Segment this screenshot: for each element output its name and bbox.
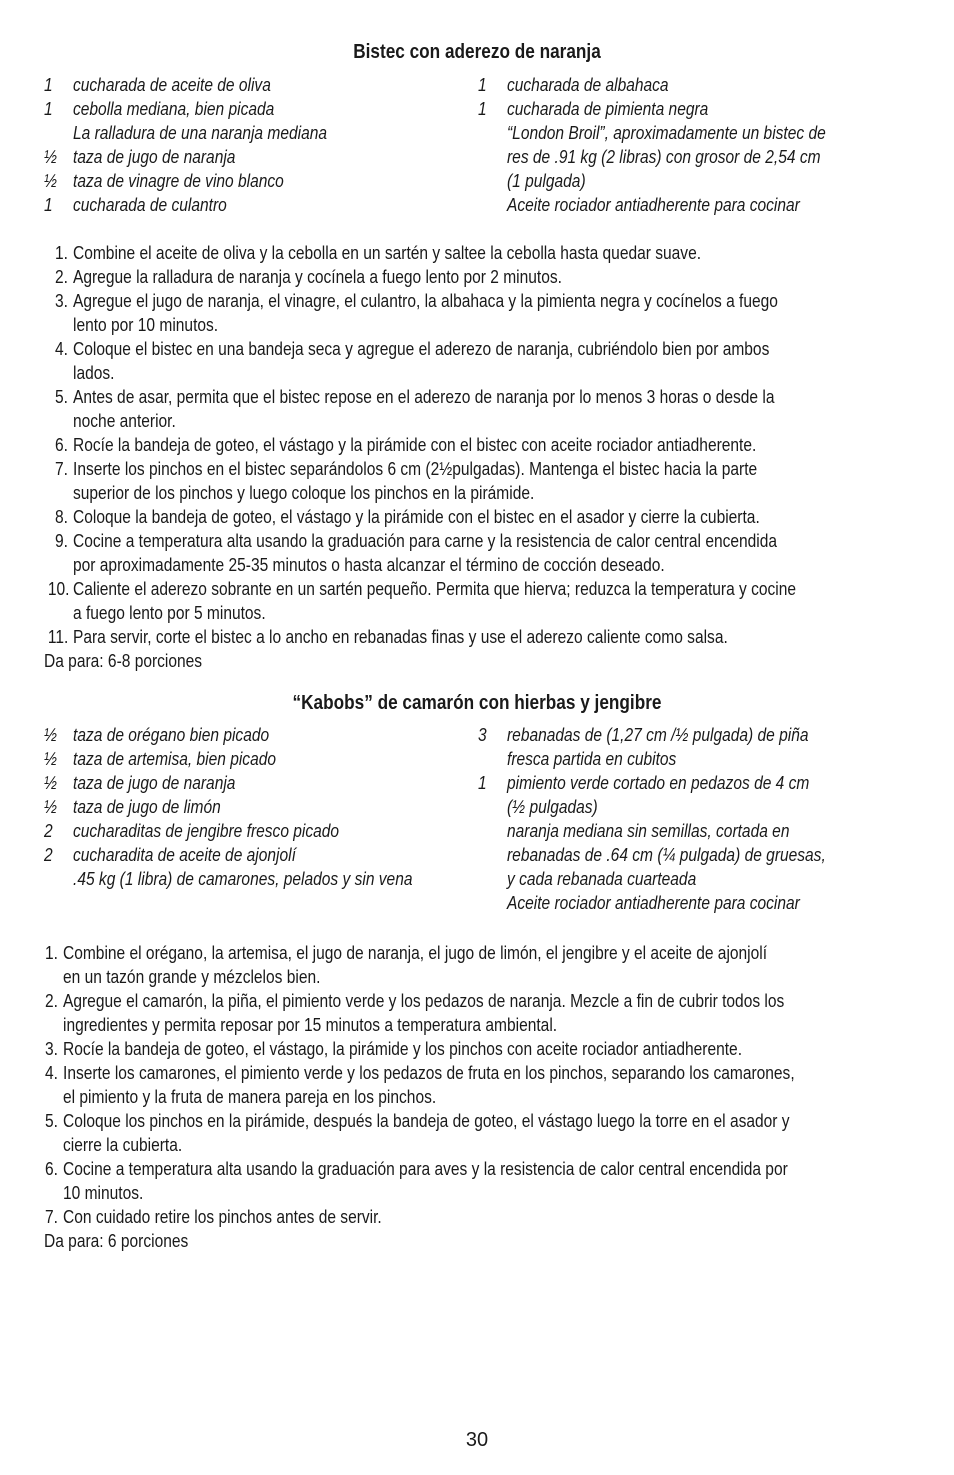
recipe1-step-text: Agregue el jugo de naranja, el vinagre, el culantro, la albahaca y la pimienta negra y cocínelos a fuego — [73, 290, 778, 311]
recipe1-ingredient-left-qty: 1 — [44, 98, 53, 119]
recipe1-step-number: 11. — [47, 626, 69, 647]
recipe1-ingredient-right-qty: 1 — [478, 74, 487, 95]
recipe2-ingredient-right-item: naranja mediana sin semillas, cortada en — [507, 820, 790, 841]
recipe1-step-number: 7. — [55, 458, 68, 479]
recipe1-step-text: Agregue la ralladura de naranja y cocínela a fuego lento por 2 minutos. — [73, 266, 562, 287]
recipe2-ingredient-right-item: y cada rebanada cuarteada — [507, 868, 697, 889]
recipe1-step-text: Coloque el bistec en una bandeja seca y agregue el aderezo de naranja, cubriéndolo bien por ambos — [73, 338, 770, 359]
recipe1-step-text: Coloque la bandeja de goteo, el vástago y la pirámide con el bistec en el asador y cierre la cubierta. — [73, 506, 760, 527]
recipe2-step-number: 4. — [45, 1062, 58, 1083]
recipe2-ingredient-left-item: cucharaditas de jengibre fresco picado — [73, 820, 340, 841]
recipe2-step-number: 2. — [45, 990, 58, 1011]
recipe2-ingredient-left-qty: ½ — [44, 748, 57, 769]
recipe1-step-text: noche anterior. — [73, 410, 176, 431]
recipe1-step-number: 5. — [55, 386, 68, 407]
recipe1-step-number: 2. — [55, 266, 68, 287]
recipe-title: Bistec con aderezo de naranja — [353, 41, 601, 63]
recipe2-step-text: en un tazón grande y mézclelos bien. — [63, 966, 321, 987]
recipe-title: “Kabobs” de camarón con hierbas y jengibre — [292, 692, 662, 714]
recipe2-ingredient-left-item: taza de jugo de limón — [73, 796, 221, 817]
recipe2-step-number: 3. — [45, 1038, 58, 1059]
recipe1-step-number: 8. — [55, 506, 68, 527]
recipe2-step-number: 1. — [45, 942, 58, 963]
recipe2-ingredient-left-qty: ½ — [44, 796, 57, 817]
recipe1-step-text: Para servir, corte el bistec a lo ancho en rebanadas finas y use el aderezo caliente como salsa. — [73, 626, 728, 647]
recipe1-step-text: Antes de asar, permita que el bistec repose en el aderezo de naranja por lo menos 3 horas o desde la — [73, 386, 775, 407]
recipe1-ingredient-left-qty: 1 — [44, 74, 53, 95]
recipe2-ingredient-right-item: (½ pulgadas) — [507, 796, 598, 817]
recipe2-ingredient-left-item: taza de orégano bien picado — [73, 724, 270, 745]
recipe2-step-text: Inserte los camarones, el pimiento verde y los pedazos de fruta en los pinchos, separando los camarones, — [63, 1062, 795, 1083]
recipe2-step-text: el pimiento y la fruta de manera pareja en los pinchos. — [63, 1086, 437, 1107]
recipe1-ingredient-right-item: (1 pulgada) — [507, 170, 586, 191]
recipe1-step-text: Inserte los pinchos en el bistec separándolos 6 cm (2½pulgadas). Mantenga el bistec hacia la parte — [73, 458, 758, 479]
recipe2-ingredient-left-qty: 2 — [44, 820, 53, 841]
recipe1-step-text: lados. — [73, 362, 115, 383]
recipe2-step-text: Cocine a temperatura alta usando la graduación para aves y la resistencia de calor central encendida por — [63, 1158, 788, 1179]
recipe1-ingredient-left-item: taza de jugo de naranja — [73, 146, 236, 167]
recipe1-step-text: Combine el aceite de oliva y la cebolla en un sartén y saltee la cebolla hasta quedar suave. — [73, 242, 702, 263]
recipe2-ingredient-left-item: .45 kg (1 libra) de camarones, pelados y sin vena — [73, 868, 413, 889]
recipe1-yield: Da para: 6-8 porciones — [44, 650, 203, 671]
recipe2-step-text: cierre la cubierta. — [63, 1134, 183, 1155]
recipe1-step-number: 3. — [55, 290, 68, 311]
recipe1-step-text: por aproximadamente 25-35 minutos o hasta alcanzar el término de cocción deseado. — [73, 554, 665, 575]
recipe1-step-text: Caliente el aderezo sobrante en un sartén pequeño. Permita que hierva; reduzca la temperatura y cocine — [73, 578, 797, 599]
recipe2-step-number: 6. — [45, 1158, 58, 1179]
recipe1-step-text: superior de los pinchos y luego coloque los pinchos en la pirámide. — [73, 482, 535, 503]
recipe1-ingredient-right-item: cucharada de albahaca — [507, 74, 669, 95]
recipe1-step-text: Rocíe la bandeja de goteo, el vástago y la pirámide con el bistec con aceite rociador antiadherente. — [73, 434, 757, 455]
recipe2-step-text: Con cuidado retire los pinchos antes de servir. — [63, 1206, 382, 1227]
recipe1-step-number: 1. — [55, 242, 68, 263]
recipe1-ingredient-left-qty: ½ — [44, 170, 57, 191]
recipe1-step-number: 9. — [55, 530, 68, 551]
recipe2-step-text: Agregue el camarón, la piña, el pimiento verde y los pedazos de naranja. Mezcle a fin de cubrir todos los — [63, 990, 785, 1011]
recipe2-ingredient-left-qty: 2 — [44, 844, 53, 865]
recipe1-ingredient-right-item: Aceite rociador antiadherente para cocinar — [507, 194, 800, 215]
recipe2-step-text: ingredientes y permita reposar por 15 minutos a temperatura ambiental. — [63, 1014, 558, 1035]
recipe2-ingredient-right-item: pimiento verde cortado en pedazos de 4 cm — [507, 772, 810, 793]
recipe2-ingredient-left-item: taza de artemisa, bien picado — [73, 748, 277, 769]
recipe1-ingredient-right-qty: 1 — [478, 98, 487, 119]
recipe2-step-text: Coloque los pinchos en la pirámide, después la bandeja de goteo, el vástago luego la torre en el asador y — [63, 1110, 790, 1131]
recipe1-ingredient-left-item: cebolla mediana, bien picada — [73, 98, 275, 119]
recipe1-ingredient-left-qty: ½ — [44, 146, 57, 167]
recipe1-ingredient-left-item: La ralladura de una naranja mediana — [73, 122, 328, 143]
recipe2-step-number: 5. — [45, 1110, 58, 1131]
recipe2-ingredient-left-item: cucharadita de aceite de ajonjolí — [73, 844, 296, 865]
recipe1-ingredient-right-item: res de .91 kg (2 libras) con grosor de 2,54 cm — [507, 146, 821, 167]
recipe2-ingredient-right-item: rebanadas de (1,27 cm /½ pulgada) de piña — [507, 724, 809, 745]
recipe2-step-text: 10 minutos. — [63, 1182, 144, 1203]
recipe1-ingredient-left-item: cucharada de aceite de oliva — [73, 74, 271, 95]
recipe1-ingredient-right-item: cucharada de pimienta negra — [507, 98, 709, 119]
recipe2-ingredient-right-qty: 3 — [478, 724, 487, 745]
recipe1-ingredient-left-item: taza de vinagre de vino blanco — [73, 170, 284, 191]
recipe2-step-text: Rocíe la bandeja de goteo, el vástago, la pirámide y los pinchos con aceite rociador antiadherente. — [63, 1038, 743, 1059]
recipe2-step-text: Combine el orégano, la artemisa, el jugo de naranja, el jugo de limón, el jengibre y el aceite de ajonjolí — [63, 942, 768, 963]
recipe1-step-number: 4. — [55, 338, 68, 359]
recipe2-ingredient-left-qty: ½ — [44, 772, 57, 793]
recipe1-ingredient-left-item: cucharada de culantro — [73, 194, 227, 215]
recipe1-step-text: Cocine a temperatura alta usando la graduación para carne y la resistencia de calor central encendida — [73, 530, 778, 551]
recipe2-ingredient-right-item: rebanadas de .64 cm (¼ pulgada) de gruesas, — [507, 844, 826, 865]
recipe2-yield: Da para: 6 porciones — [44, 1230, 189, 1251]
recipe2-ingredient-left-item: taza de jugo de naranja — [73, 772, 236, 793]
recipe1-step-number: 6. — [55, 434, 68, 455]
recipe1-step-number: 10. — [47, 578, 70, 599]
recipe2-ingredient-right-item: fresca partida en cubitos — [507, 748, 677, 769]
recipe1-ingredient-right-item: “London Broil”, aproximadamente un bistec de — [507, 122, 826, 143]
page-number: 30 — [465, 1429, 489, 1451]
recipe1-step-text: a fuego lento por 5 minutos. — [73, 602, 266, 623]
recipe1-ingredient-left-qty: 1 — [44, 194, 53, 215]
recipe1-step-text: lento por 10 minutos. — [73, 314, 219, 335]
recipe2-ingredient-right-item: Aceite rociador antiadherente para cocinar — [507, 892, 800, 913]
recipe2-ingredient-left-qty: ½ — [44, 724, 57, 745]
recipe2-ingredient-right-qty: 1 — [478, 772, 487, 793]
recipe2-step-number: 7. — [45, 1206, 58, 1227]
